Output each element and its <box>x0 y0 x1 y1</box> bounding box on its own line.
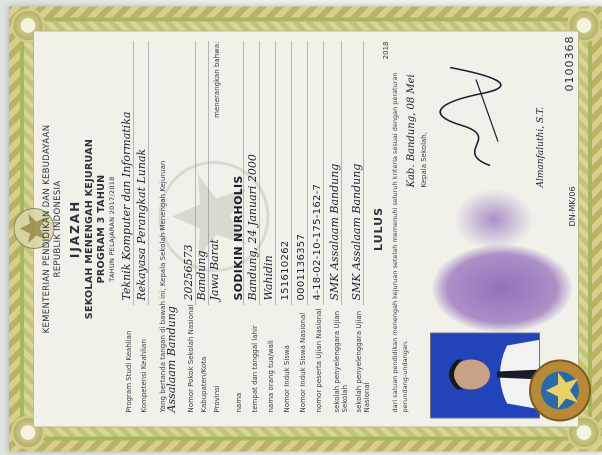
field-nis <box>280 42 294 413</box>
field-signer-statement <box>156 42 178 413</box>
field-value: SMK Assalaam Bandung <box>328 163 341 301</box>
field-label: Kabupaten/Kota <box>200 356 208 413</box>
dotted-line <box>291 42 292 305</box>
field-value: 20256573 <box>182 244 195 301</box>
head-label: Kepala Sekolah, <box>420 132 428 188</box>
school-type: SEKOLAH MENENGAH KEJURUAN <box>84 138 95 320</box>
signer-name: Almanfaluthi, S.T. <box>536 106 546 188</box>
dotted-line <box>243 42 244 305</box>
dotted-line <box>259 42 260 305</box>
field-label: Provinsi <box>213 385 221 413</box>
ministry-heading <box>42 32 64 427</box>
signature-scribble-icon <box>432 62 512 172</box>
field-label: tempat dan tanggal lahir <box>251 325 259 413</box>
dotted-line <box>148 42 149 305</box>
field-provinsi <box>210 42 224 413</box>
school-stamp <box>432 245 572 333</box>
field-ttl <box>248 42 262 413</box>
ministry-line-1: KEMENTERIAN PENDIDIKAN DAN KEBUDAYAAN <box>42 124 52 334</box>
dotted-line <box>307 42 308 305</box>
field-value: 4-18-02-10-175-162-7 <box>312 183 323 301</box>
field-value: Rekayasa Perangkat Lunak <box>135 148 148 301</box>
dotted-line <box>363 42 364 305</box>
dotted-line <box>133 42 134 305</box>
school-stamp-smudge <box>454 189 534 251</box>
field-penyelenggara-un <box>350 42 371 413</box>
field-label: Nomor Induk Siswa <box>283 345 291 413</box>
field-value: Wahidin <box>262 255 275 301</box>
field-value: Bandung, 24 Januari 2000 <box>246 154 259 301</box>
field-label: Kompetensi Keahlian <box>140 339 148 413</box>
field-kompetensi <box>137 42 151 413</box>
certificate-paper <box>33 31 579 428</box>
field-value: SODIKIN NURHOLIS <box>232 175 245 301</box>
ministry-emblem-icon <box>528 359 592 423</box>
field-kabupaten <box>197 42 211 413</box>
graduation-status: LULUS <box>372 206 385 252</box>
dotted-line <box>275 42 276 305</box>
field-value: 151610262 <box>280 240 291 301</box>
field-npsn <box>184 42 198 413</box>
field-value: Jawa Barat <box>208 239 221 301</box>
field-value: Assalaam Bandung <box>165 306 178 413</box>
field-label: nama orang tua/wali <box>267 340 275 413</box>
field-label: sekolah penyelenggara Ujian Nasional <box>355 310 371 413</box>
field-label: Yang bertanda tangan di bawah ini, Kepala Sekolah Menengah Kejuruan <box>159 160 167 413</box>
serial-number: 0100368 <box>563 35 576 92</box>
document-code: DN-MK/06 <box>568 186 577 227</box>
field-orang-tua <box>264 42 278 413</box>
place-date: Kab. Bandung, 08 Mei <box>406 74 417 188</box>
dotted-line <box>341 42 342 305</box>
field-label: sekolah penyelenggara Ujian Sekolah <box>333 310 349 413</box>
field-value: Teknik Komputer dan Informatika <box>120 111 133 301</box>
field-label: Nomor Pokok Sekolah Nasional <box>187 304 195 413</box>
document-title: IJAZAH <box>68 199 82 259</box>
signature-year: 2018 <box>382 41 390 60</box>
program-duration: PROGRAM 3 TAHUN <box>96 174 107 284</box>
field-value: 0001136357 <box>296 233 307 301</box>
field-value: Bandung <box>195 250 208 301</box>
ministry-line-2: REPUBLIK INDONESIA <box>53 180 63 278</box>
dotted-line <box>323 42 324 305</box>
field-nama <box>232 42 246 413</box>
field-value: SMK Assalaam Bandung <box>350 163 363 301</box>
field-label: Program Studi Keahlian <box>125 330 133 413</box>
student-portrait-icon <box>431 333 540 418</box>
field-label: nomor peserta Ujian Nasional <box>315 308 323 413</box>
field-nisn <box>296 42 310 413</box>
field-program-studi <box>122 42 136 413</box>
student-photo <box>430 333 540 419</box>
declare-text: menerangkan bahwa: <box>213 41 221 118</box>
field-penyelenggara-us <box>328 42 349 413</box>
graduation-statement: dari satuan pendidikan menengah kejuruan setelah memenuhi seluruh kriteria sesuai dengan peraturan perundang-undangan. <box>391 72 409 413</box>
field-label: nama <box>235 392 243 413</box>
academic-year: TAHUN PELAJARAN 2017/2018 <box>108 176 116 282</box>
field-peserta-un <box>312 42 326 413</box>
field-label: Nomor Induk Siswa Nasional <box>299 312 307 413</box>
certificate-document <box>9 7 602 452</box>
